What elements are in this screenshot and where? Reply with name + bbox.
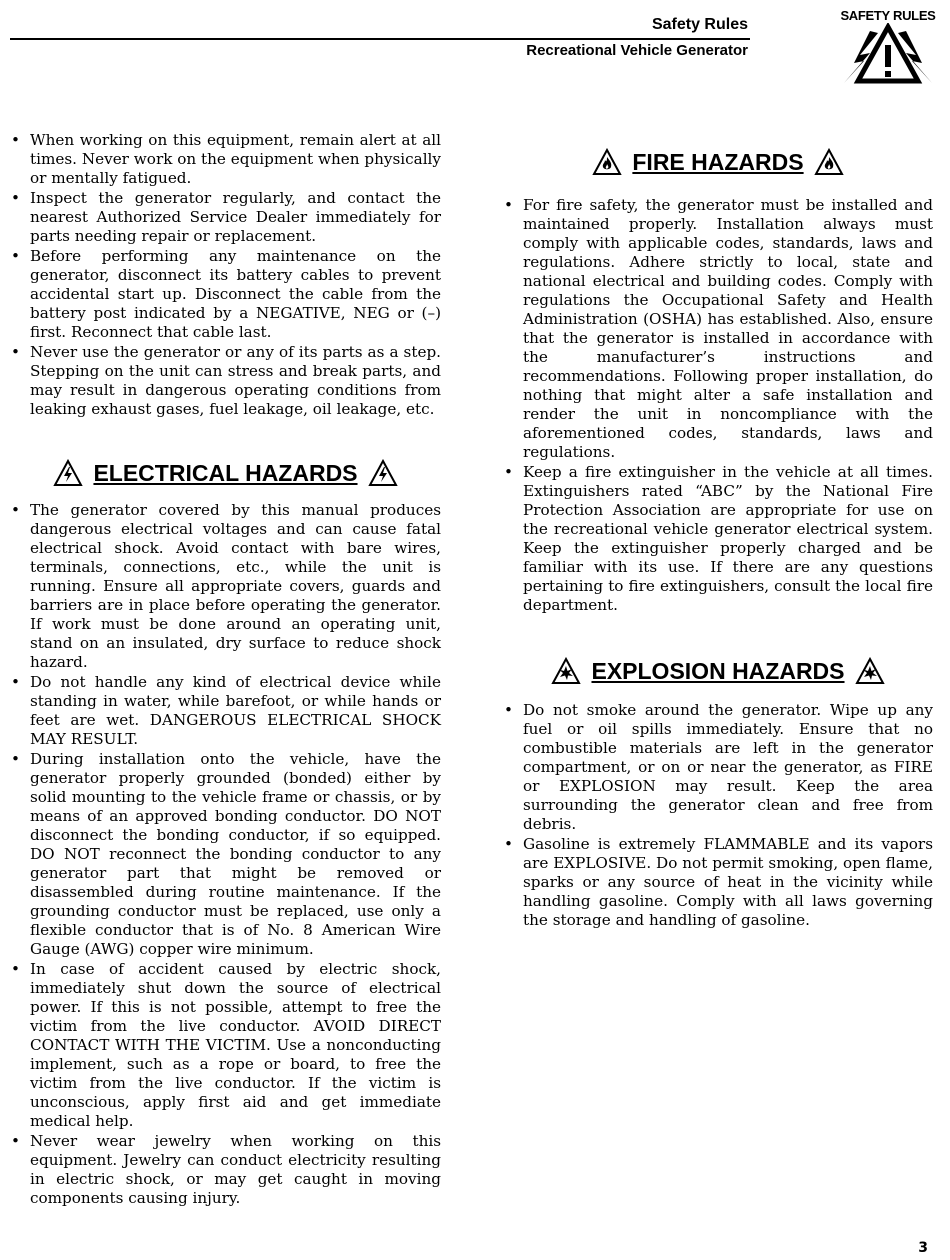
list-item: • Before performing any maintenance on the generator, disconnect its battery cables to prevent accidental start up. Disconnect the cable from the battery post indicated by a NEGATIVE, NEG or (–) first. Reconnect that cable last. xyxy=(11,247,441,341)
section-title: EXPLOSION HAZARDS xyxy=(591,657,845,684)
explosion-warning-icon xyxy=(551,657,581,685)
electrical-hazards-heading xyxy=(10,459,441,487)
header-rule xyxy=(10,38,750,40)
header-title: Safety Rules xyxy=(651,16,748,33)
explosion-list xyxy=(503,701,933,930)
electrical-warning-icon xyxy=(368,459,398,487)
explosion-hazards-heading xyxy=(503,657,933,685)
list-item: • During installation onto the vehicle, have the generator properly grounded (bonded) either by solid mounting to the vehicle frame or chassis, or by means of an approved bonding conductor. DO NOT disconnect the bonding conductor, if so equipped. DO NOT reconnect the bonding conductor to any generator part that might be removed or disassembled during routine maintenance. If the grounding conductor must be replaced, use only a flexible conductor that is of No. 8 American Wire Gauge (AWG) copper wire minimum. xyxy=(11,750,441,958)
lightning-warning-icon xyxy=(840,23,936,85)
list-item: • Never use the generator or any of its parts as a step. Stepping on the unit can stress and break parts, and may result in dangerous operating conditions from leaking exhaust gases, fuel leakage, oil leakage, etc. xyxy=(11,343,441,418)
list-item: • For fire safety, the generator must be installed and maintained properly. Installation always must comply with applicable codes, standards, laws and regulations. Adhere strictly to local, state and national electrical and building codes. Comply with regulations the Occupational Safety and Health Administration (OSHA) has established. Also, ensure that the generator is installed in accordance with the manufacturer’s instructions and recommendations. Following proper installation, do nothing that might alter a safe installation and render the unit in noncompliance with the aforementioned codes, standards, laws and regulations. xyxy=(504,196,933,461)
electrical-list xyxy=(10,501,441,1208)
page-number: 3 xyxy=(918,1240,928,1256)
section-title: FIRE HAZARDS xyxy=(632,148,804,175)
intro-list xyxy=(10,131,441,419)
header-subtitle: Recreational Vehicle Generator xyxy=(526,42,748,59)
explosion-warning-icon xyxy=(855,657,885,685)
fire-list xyxy=(503,196,933,615)
fire-hazards-heading xyxy=(503,148,933,176)
right-column xyxy=(503,148,933,931)
list-item: • Never wear jewelry when working on this equipment. Jewelry can conduct electricity resulting in electric shock, or may get caught in moving components causing injury. xyxy=(11,1132,441,1207)
list-item: • Do not smoke around the generator. Wipe up any fuel or oil spills immediately. Ensure that no combustible materials are left in the generator compartment, or on or near the generator, as FIRE or EXPLOSION may result. Keep the area surrounding the generator clean and free from debris. xyxy=(504,701,933,833)
list-item: • Inspect the generator regularly, and contact the nearest Authorized Service Dealer immediately for parts needing repair or replacement. xyxy=(11,189,441,245)
electrical-warning-icon xyxy=(53,459,83,487)
list-item: • Gasoline is extremely FLAMMABLE and its vapors are EXPLOSIVE. Do not permit smoking, open flame, sparks or any source of heat in the vicinity while handling gasoline. Comply with all laws governing the storage and handling of gasoline. xyxy=(504,835,933,929)
list-item: • In case of accident caused by electric shock, immediately shut down the source of electrical power. If this is not possible, attempt to free the victim from the live conductor. AVOID DIRECT CONTACT WITH THE VICTIM. Use a nonconducting implement, such as a rope or board, to free the victim from the live conductor. If the victim is unconscious, apply first aid and get immediate medical help. xyxy=(11,960,441,1130)
section-title: ELECTRICAL HAZARDS xyxy=(93,459,358,486)
badge-label: SAFETY RULES xyxy=(840,8,936,23)
left-column xyxy=(10,131,441,1209)
list-item: • Keep a fire extinguisher in the vehicle at all times. Extinguishers rated “ABC” by the National Fire Protection Association are appropriate for use on the recreational vehicle generator electrical system. Keep the extinguisher properly charged and be familiar with its use. If there are any questions pertaining to fire extinguishers, consult the local fire department. xyxy=(504,463,933,614)
list-item: • Do not handle any kind of electrical device while standing in water, while barefoot, or while hands or feet are wet. DANGEROUS ELECTRICAL SHOCK MAY RESULT. xyxy=(11,673,441,748)
fire-warning-icon xyxy=(814,148,844,176)
list-item: • The generator covered by this manual produces dangerous electrical voltages and can cause fatal electrical shock. Avoid contact with bare wires, terminals, connections, etc., while the unit is running. Ensure all appropriate covers, guards and barriers are in place before operating the generator. If work must be done around an operating unit, stand on an insulated, dry surface to reduce shock hazard. xyxy=(11,501,441,671)
safety-rules-badge xyxy=(838,8,938,88)
fire-warning-icon xyxy=(592,148,622,176)
list-item: • When working on this equipment, remain alert at all times. Never work on the equipment when physically or mentally fatigued. xyxy=(11,131,441,187)
